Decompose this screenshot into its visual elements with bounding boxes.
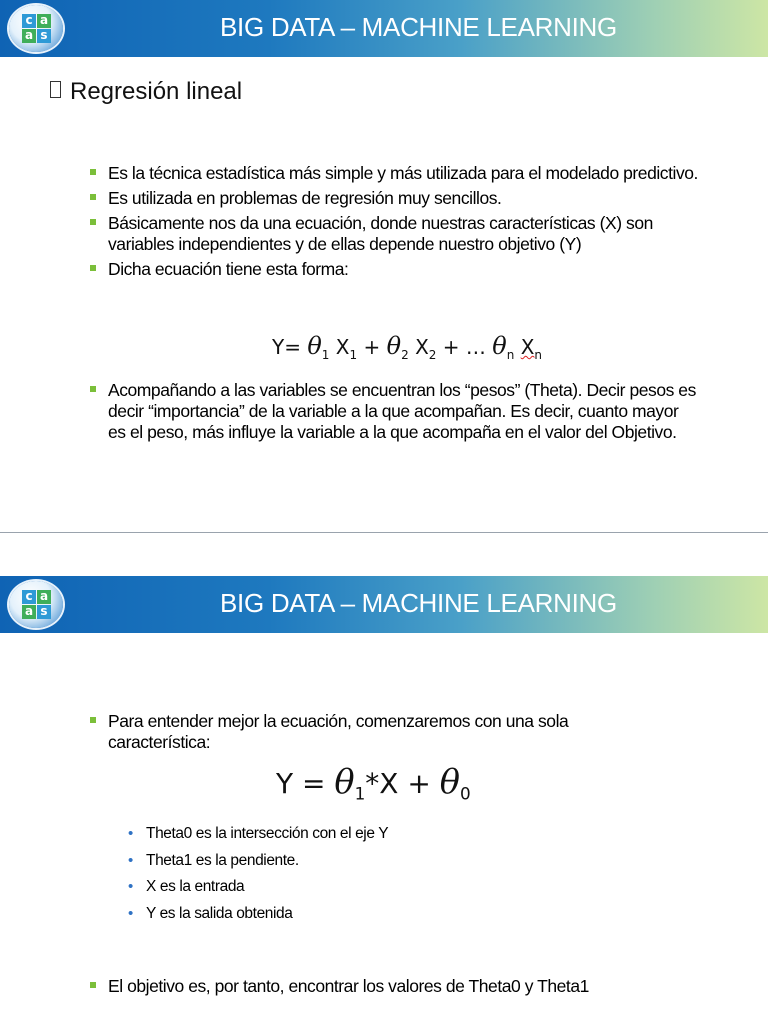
logo-letter: a xyxy=(37,14,51,28)
eq-subscript: 0 xyxy=(459,783,471,804)
logo-letter: c xyxy=(22,590,36,604)
eq-lhs: Y = xyxy=(276,767,326,800)
eq-var-letter: X xyxy=(520,335,535,359)
cas-logo xyxy=(9,581,63,628)
slide-header xyxy=(0,0,768,57)
eq-op: + xyxy=(363,335,381,359)
theta-symbol: θ xyxy=(492,332,507,360)
list-item: El objetivo es, por tanto, encontrar los valores de Theta0 y Theta1 xyxy=(90,976,710,997)
logo-letter: a xyxy=(22,29,36,43)
sub-bullet-list xyxy=(128,821,388,927)
logo-grid xyxy=(22,590,50,619)
theta-symbol: θ xyxy=(307,332,322,360)
eq-subscript: 1 xyxy=(354,783,366,804)
eq-subscript: 2 xyxy=(428,348,437,362)
list-item: • Theta0 es la intersección con el eje Y xyxy=(128,821,388,848)
eq-lhs: Y= xyxy=(272,335,301,359)
theta-symbol: θ xyxy=(386,332,402,360)
logo-letter: s xyxy=(37,605,51,619)
logo-letter: a xyxy=(22,605,36,619)
eq-subscript: 1 xyxy=(349,348,358,362)
bullet-list xyxy=(90,163,700,284)
list-item: • X es la entrada xyxy=(128,874,388,901)
section-title-text: Regresión lineal xyxy=(70,78,243,105)
eq-subscript: 1 xyxy=(321,348,330,362)
eq-subscript: 2 xyxy=(401,348,409,362)
logo-grid xyxy=(22,14,50,43)
eq-var: X xyxy=(415,335,429,359)
list-item: Es utilizada en problemas de regresión muy sencillos. xyxy=(90,188,700,209)
eq-subscript: n xyxy=(534,348,542,362)
slide-title: BIG DATA – MACHINE LEARNING xyxy=(220,12,617,42)
list-item: Dicha ecuación tiene esta forma: xyxy=(90,259,700,280)
slide-divider xyxy=(0,532,768,577)
linear-equation xyxy=(272,332,542,362)
cas-logo xyxy=(9,5,63,52)
list-item: Acompañando a las variables se encuentran los “pesos” (Theta). Decir pesos es decir “importancia” de la variable a la que acompañan. Es decir, cuanto mayor es el peso, más influye la variable a la que acompaña en el valor del Objetivo. xyxy=(90,380,700,443)
eq-var: X xyxy=(335,335,350,359)
list-item: Básicamente nos da una ecuación, donde nuestras características (X) son variables independientes y de ellas depende nuestro objetivo (Y) xyxy=(90,213,700,255)
logo-letter: s xyxy=(37,29,51,43)
list-item: • Y es la salida obtenida xyxy=(128,901,388,928)
bullet-list xyxy=(90,380,700,447)
slide-title: BIG DATA – MACHINE LEARNING xyxy=(220,588,617,618)
slide-2 xyxy=(0,576,768,1024)
missing-glyph-icon xyxy=(50,81,61,98)
eq-var xyxy=(520,335,542,362)
bullet-list xyxy=(90,976,710,1001)
logo-letter: a xyxy=(37,590,51,604)
logo-letter: c xyxy=(22,14,36,28)
bullet-list xyxy=(90,711,650,757)
theta-symbol: θ xyxy=(334,762,355,801)
list-item: Es la técnica estadística más simple y más utilizada para el modelado predictivo. xyxy=(90,163,700,184)
simple-equation xyxy=(276,762,471,804)
eq-op: *X + xyxy=(365,767,431,800)
section-title xyxy=(50,78,242,106)
eq-op: + … xyxy=(442,335,486,359)
slide-header xyxy=(0,576,768,633)
theta-symbol: θ xyxy=(439,762,460,801)
eq-subscript: n xyxy=(506,348,515,362)
list-item: Para entender mejor la ecuación, comenzaremos con una sola característica: xyxy=(90,711,650,753)
list-item: • Theta1 es la pendiente. xyxy=(128,848,388,875)
